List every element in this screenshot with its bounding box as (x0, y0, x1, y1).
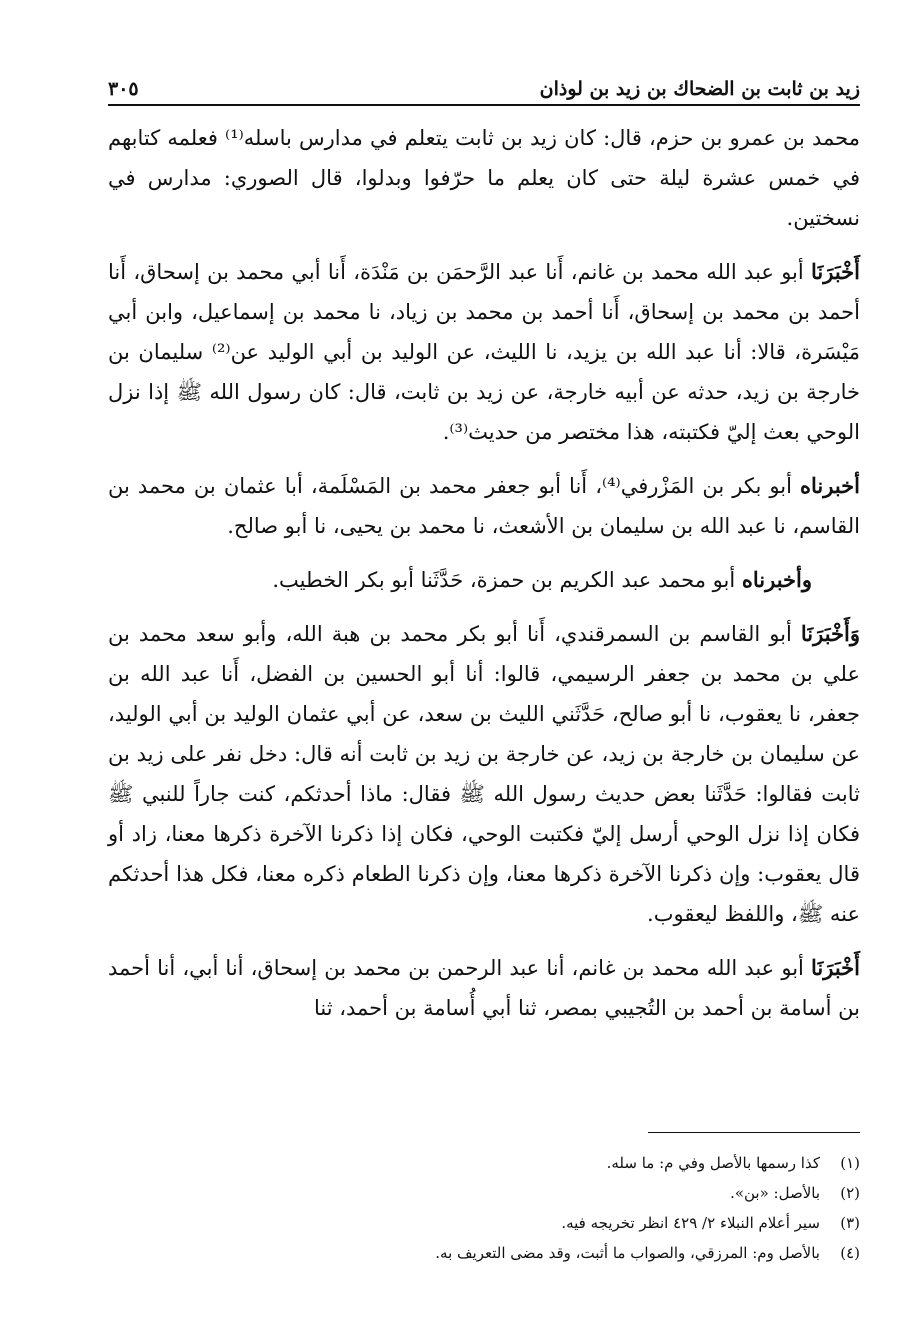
page-header (108, 62, 860, 100)
footnote-text: سير أعلام النبلاء ٢/ ٤٢٩ انظر تخريجه فيه. (561, 1214, 820, 1232)
paragraph-text: أبو بكر بن المَزْرفي⁽⁴⁾، أَنا أبو جعفر محمد بن المَسْلَمة، أبا عثمان بن محمد بن القاسم، نا عبد الله بن سليمان بن الأشعث، نا محمد بن يحيى، نا أبو صالح. (108, 474, 860, 538)
footnote (108, 1148, 860, 1178)
paragraph-lead: وأخبرناه (741, 567, 812, 592)
footnote (108, 1208, 860, 1238)
paragraph-text: أبو القاسم بن السمرقندي، أَنا أبو بكر محمد بن هبة الله، وأبو سعد محمد بن علي بن محمد بن جعفر الرسيمي، قالوا: أنا أبو الحسين بن الفضل، أَنا عبد الله بن جعفر، نا يعقوب، نا أبو صالح، حَدَّثَني الليث بن سعد، عن أبي عثمان الوليد بن أبي الوليد، عن سليمان بن خارجة بن زيد، عن خارجة بن زيد بن ثابت أنه قال: دخل نفر على زيد بن ثابت فقالوا: حَدَّثَنا بعض حديث رسول الله ﷺ فقال: ماذا أحدثكم، كنت جاراً للنبي ﷺ فكان إذا نزل الوحي أرسل إليّ فكتبت الوحي، فكان إذا ذكرنا الآخرة ذكرها معنا، زاد أو قال يعقوب: وإن ذكرنا الآخرة ذكرها معنا، وإن ذكرنا الطعام ذكره معنا، فكل هذا أحدثكم عنه ﷺ، واللفظ ليعقوب. (108, 622, 860, 926)
paragraph (108, 614, 860, 934)
paragraph-lead: أخبرناه (800, 473, 860, 498)
main-text (108, 118, 860, 1042)
footnote-number: (٣) (840, 1214, 860, 1232)
paragraph (108, 466, 860, 546)
footnote-text: بالأصل: «بن». (730, 1184, 820, 1202)
paragraph-lead: أَخْبَرَنَا (811, 955, 860, 980)
paragraph-text: محمد بن عمرو بن حزم، قال: كان زيد بن ثابت يتعلم في مدارس باسله⁽¹⁾ فعلمه كتابهم في خمس عشرة ليلة حتى كان يعلم ما حرّفوا وبدلوا، قال الصوري: مدارس في نسختين. (108, 126, 860, 230)
footnotes (108, 1148, 860, 1268)
footnote (108, 1178, 860, 1208)
paragraph-lead: أَخْبَرَنَا (811, 259, 860, 284)
footnote-text: بالأصل وم: المرزقي، والصواب ما أثبت، وقد مضى التعريف به. (435, 1244, 820, 1262)
paragraph-text: أبو عبد الله محمد بن غانم، أنا عبد الرحمن بن محمد بن إسحاق، أنا أبي، أنا أحمد بن أسامة بن أحمد بن التُجيبي بمصر، ثنا أبي أُسامة بن أحمد، ثنا (108, 956, 860, 1020)
footnote-number: (١) (840, 1154, 860, 1172)
running-title: زيد بن ثابت بن الضحاك بن زيد بن لوذان (539, 78, 860, 100)
paragraph-lead: وَأَخْبَرَنَا (800, 621, 860, 646)
footnote-number: (٤) (840, 1244, 860, 1262)
paragraph (108, 948, 860, 1028)
footnote-text: كذا رسمها بالأصل وفي م: ما سله. (606, 1154, 820, 1172)
footnote-number: (٢) (840, 1184, 860, 1202)
paragraph (108, 118, 860, 238)
header-rule (108, 104, 860, 106)
paragraph-text: أبو محمد عبد الكريم بن حمزة، حَدَّثَنا أبو بكر الخطيب. (272, 568, 742, 592)
paragraph (108, 560, 860, 600)
footnote (108, 1238, 860, 1268)
paragraph-text: أبو عبد الله محمد بن غانم، أَنا عبد الرَّحمَن بن مَنْدَة، أَنا أبي محمد بن إسحاق، أَنا أحمد بن محمد بن إسحاق، أَنا أحمد بن محمد بن زياد، نا محمد بن إسماعيل، وابن أبي مَيْسَرة، قالا: أنا عبد الله بن يزيد، نا الليث، عن الوليد بن أبي الوليد عن⁽²⁾ سليمان بن خارجة بن زيد، حدثه عن أبيه خارجة، عن زيد بن ثابت، قال: كان رسول الله ﷺ إذا نزل الوحي بعث إليّ فكتبته، هذا مختصر من حديث⁽³⁾. (108, 260, 860, 444)
footnote-rule (648, 1132, 860, 1133)
paragraph (108, 252, 860, 452)
page-number: ٣٠٥ (108, 78, 139, 100)
